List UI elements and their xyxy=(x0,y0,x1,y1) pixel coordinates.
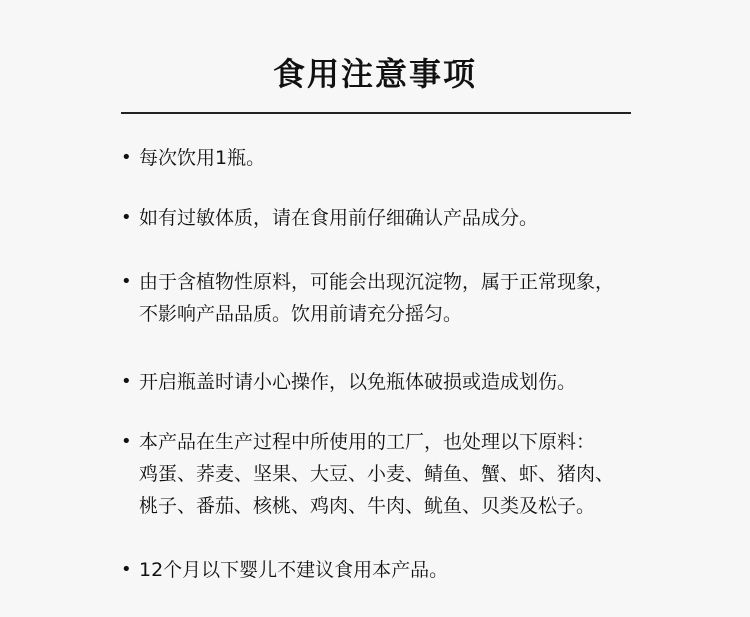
bullet-icon: • xyxy=(121,431,132,452)
list-item-text: 开启瓶盖时请小心操作，以免瓶体破损或造成划伤。 xyxy=(139,371,577,393)
bullet-icon: • xyxy=(121,371,132,392)
page-title: 食用注意事项 xyxy=(272,55,477,93)
list-item-text: 每次饮用1瓶。 xyxy=(139,147,266,169)
list-item-text: 由于含植物性原料，可能会出现沉淀物，属于正常现象， 不影响产品品质。饮用前请充分摇匀。 xyxy=(139,271,615,325)
list-item-text: 本产品在生产过程中所使用的工厂，也处理以下原料： 鸡蛋、荞麦、坚果、大豆、小麦、鲭鱼、蟹、虾、猪肉、 桃子、番茄、核桃、鸡肉、牛肉、鱿鱼、贝类及松子。 xyxy=(139,431,615,517)
list-item-text: 如有过敏体质，请在食用前仔细确认产品成分。 xyxy=(139,207,539,229)
bullet-icon: • xyxy=(121,147,132,168)
bullet-icon: • xyxy=(121,207,132,228)
bullet-icon: • xyxy=(121,559,132,580)
bullet-icon: • xyxy=(121,271,132,292)
title-divider xyxy=(121,112,631,114)
list-item-text: 12个月以下婴儿不建议食用本产品。 xyxy=(139,559,449,581)
